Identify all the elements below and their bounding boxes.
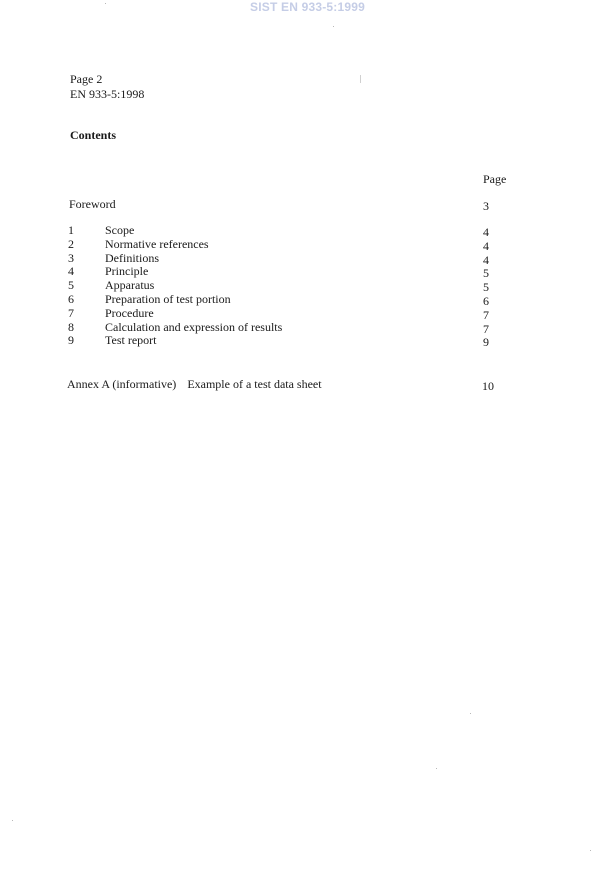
toc-title: Preparation of test portion xyxy=(105,291,231,306)
toc-row xyxy=(68,334,498,348)
page-column-label: Page xyxy=(483,172,507,186)
toc-title: Procedure xyxy=(105,305,154,320)
toc-row xyxy=(68,293,498,307)
toc-number: 7 xyxy=(68,305,74,320)
table-of-contents xyxy=(68,224,498,348)
toc-row xyxy=(68,265,498,279)
toc-page: 6 xyxy=(483,293,489,308)
annex-page: 10 xyxy=(482,379,494,393)
toc-foreword-page: 3 xyxy=(483,199,489,213)
toc-number: 8 xyxy=(68,319,74,334)
toc-foreword-title: Foreword xyxy=(69,197,116,211)
toc-page: 4 xyxy=(483,225,489,239)
toc-number: 2 xyxy=(68,236,74,251)
toc-annex xyxy=(67,377,322,392)
scan-speck xyxy=(360,75,361,83)
toc-title: Principle xyxy=(105,264,149,279)
toc-page: 9 xyxy=(483,335,489,350)
toc-page: 4 xyxy=(483,252,489,267)
toc-page: 7 xyxy=(483,321,489,336)
scan-speck xyxy=(333,26,334,27)
annex-label: Annex A (informative) xyxy=(67,377,177,391)
toc-number: 1 xyxy=(68,223,74,237)
toc-number: 9 xyxy=(68,333,74,348)
page-number-label: Page 2 xyxy=(70,72,103,86)
document-id: EN 933-5:1998 xyxy=(70,87,145,101)
toc-page: 7 xyxy=(483,307,489,322)
toc-title: Test report xyxy=(105,333,157,348)
scan-speck xyxy=(590,850,591,851)
toc-number: 5 xyxy=(68,278,74,293)
toc-title: Calculation and expression of results xyxy=(105,319,283,334)
toc-page: 4 xyxy=(483,238,489,253)
scan-speck xyxy=(12,820,13,821)
toc-number: 4 xyxy=(68,264,74,279)
scan-speck xyxy=(470,713,471,714)
watermark: SIST EN 933-5:1999 xyxy=(250,0,365,14)
toc-title: Scope xyxy=(105,223,135,237)
toc-title: Normative references xyxy=(105,236,209,251)
toc-title: Apparatus xyxy=(105,278,155,293)
scan-speck xyxy=(105,3,106,4)
toc-row xyxy=(68,252,498,266)
toc-row xyxy=(68,321,498,335)
toc-row xyxy=(68,224,498,238)
toc-number: 6 xyxy=(68,291,74,306)
page-header xyxy=(70,72,144,102)
annex-title: Example of a test data sheet xyxy=(187,377,322,391)
toc-row xyxy=(68,307,498,321)
scan-speck xyxy=(436,768,437,769)
toc-number: 3 xyxy=(68,250,74,265)
contents-heading: Contents xyxy=(70,128,117,142)
toc-row xyxy=(68,238,498,252)
toc-title: Definitions xyxy=(105,250,159,265)
toc-row xyxy=(68,279,498,293)
toc-page: 5 xyxy=(483,266,489,281)
toc-page: 5 xyxy=(483,280,489,295)
